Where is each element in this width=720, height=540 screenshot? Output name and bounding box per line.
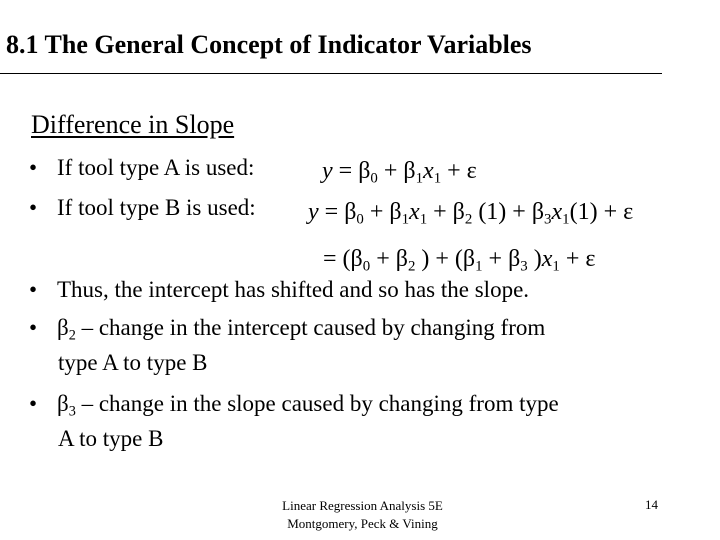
equation-tool-b: $y = \beta_0 + \beta_1x_1 + \beta_2$ $(1) + \beta_3x_1(1) + \varepsilon$ xyxy=(308,199,634,228)
param-subscript: 3 xyxy=(68,403,76,420)
param-subscript: 2 xyxy=(68,327,76,344)
bullet-symbol: • xyxy=(29,155,38,180)
bullet-tool-a xyxy=(29,155,254,181)
bullet-conclusion xyxy=(29,277,529,303)
equation-tool-b-simplified: = ($\beta_0 + \beta_2$ ) + ($\beta_1 + \beta_3$ )$x_1 + \varepsilon$ xyxy=(323,246,596,275)
bullet-symbol: • xyxy=(29,315,38,340)
bullet-text: If tool type B is used: xyxy=(57,195,256,220)
bullet-text: If tool type A is used: xyxy=(57,155,255,180)
bullet-symbol: • xyxy=(29,391,38,416)
bullet-symbol: • xyxy=(29,277,38,302)
equation-tool-a: $y = \beta_0 + \beta_1x_1 + \varepsilon$ xyxy=(322,158,477,187)
bullet-tool-b xyxy=(29,195,256,221)
bullet-beta2 xyxy=(29,315,545,344)
title-divider xyxy=(0,73,662,74)
footer-citation xyxy=(250,497,475,532)
section-subtitle: Difference in Slope xyxy=(31,110,235,139)
param-symbol: β xyxy=(57,315,69,340)
param-symbol: β xyxy=(57,391,69,416)
bullet-text: – change in the slope caused by changing from type xyxy=(75,391,559,416)
bullet-text: – change in the intercept caused by changing from xyxy=(75,315,546,340)
bullet-symbol: • xyxy=(29,195,38,220)
page-number: 14 xyxy=(645,497,658,512)
bullet-beta3 xyxy=(29,391,559,420)
footer-authors: Montgomery, Peck & Vining xyxy=(287,515,438,531)
footer-book-title: Linear Regression Analysis 5E xyxy=(282,498,443,513)
bullet-beta3-continuation: A to type B xyxy=(58,426,164,451)
slide-title: 8.1 The General Concept of Indicator Variables xyxy=(6,30,532,59)
bullet-text: Thus, the intercept has shifted and so has the slope. xyxy=(57,277,530,302)
bullet-beta2-continuation: type A to type B xyxy=(58,350,208,375)
